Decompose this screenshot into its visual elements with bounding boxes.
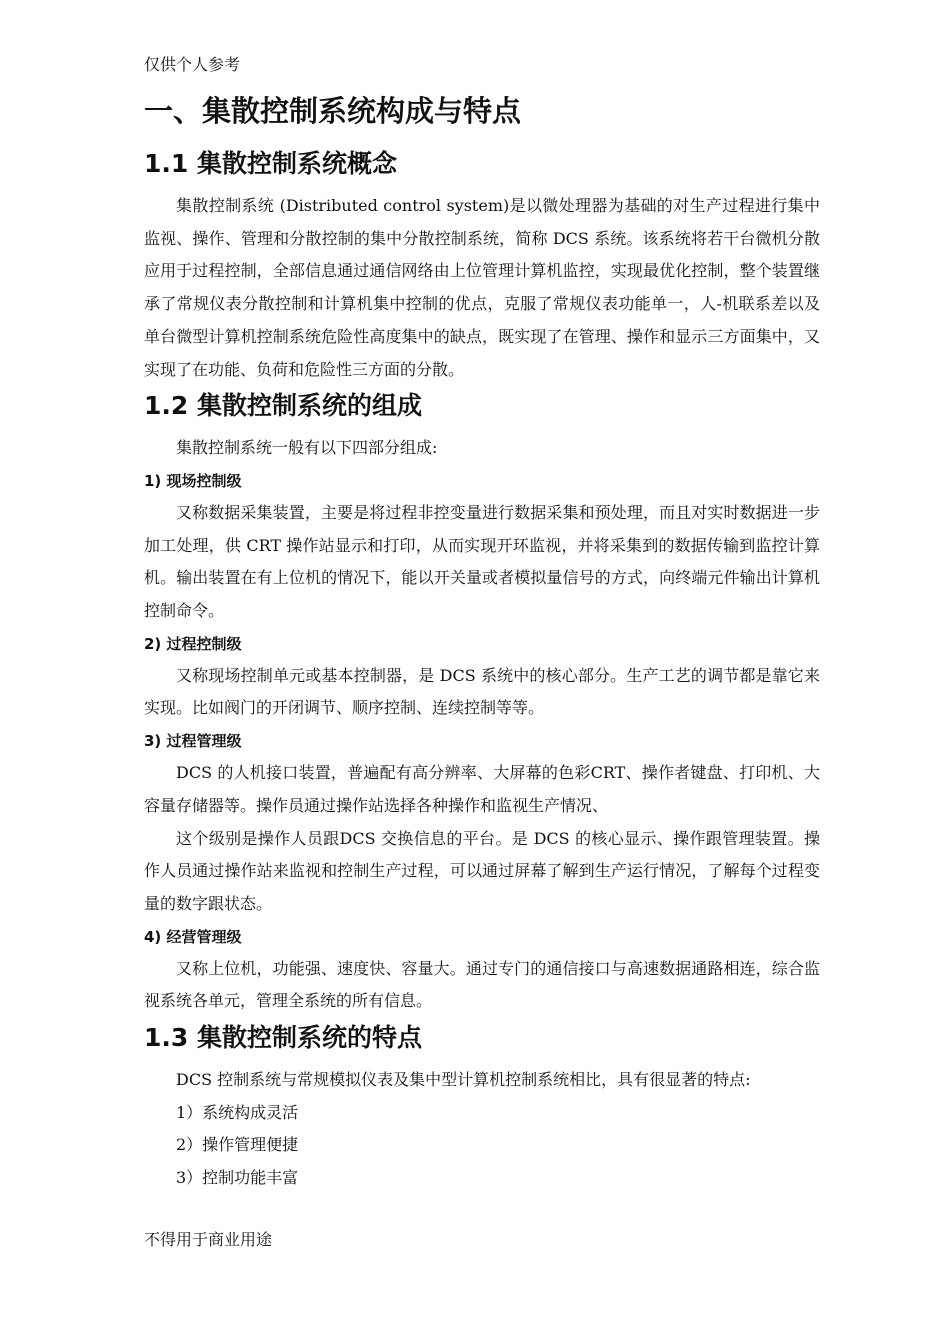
document-content xyxy=(144,92,820,1195)
level-3-label: 3) 过程管理级 xyxy=(144,732,242,751)
feature-item: 2）操作管理便捷 xyxy=(176,1135,299,1155)
level-4-text: 又称上位机，功能强、速度快、容量大。通过专门的通信接口与高速数据通路相连，综合监视系统各单元，管理全系统的所有信息。 xyxy=(144,958,820,1011)
feature-item: 1）系统构成灵活 xyxy=(176,1102,299,1122)
section-heading-1-2: 1.2 集散控制系统的组成 xyxy=(144,391,422,421)
document-title: 一、集散控制系统构成与特点 xyxy=(144,94,522,128)
section-heading-1-1: 1.1 集散控制系统概念 xyxy=(144,149,397,178)
header-note: 仅供个人参考 xyxy=(144,55,241,74)
level-2-text: 又称现场控制单元或基本控制器，是 DCS 系统中的核心部分。生产工艺的调节都是靠它来实现。比如阀门的开闭调节、顺序控制、连续控制等等。 xyxy=(144,665,820,718)
section-1-2-intro: 集散控制系统一般有以下四部分组成: xyxy=(176,438,438,458)
level-3-text-2: 这个级别是操作人员跟DCS 交换信息的平台。是 DCS 的核心显示、操作跟管理装置。操作人员通过操作站来监视和控制生产过程，可以通过屏幕了解到生产运行情况，了解每个过程变量的数字跟状态。 xyxy=(144,828,820,913)
section-1-3-intro: DCS 控制系统与常规模拟仪表及集中型计算机控制系统相比，具有很显著的特点: xyxy=(176,1070,751,1090)
level-3-text: DCS 的人机接口装置，普遍配有高分辨率、大屏幕的色彩CRT、操作者键盘、打印机、大容量存储器等。操作员通过操作站选择各种操作和监视生产情况、 xyxy=(144,763,820,815)
section-1-1-paragraph: 集散控制系统 (Distributed control system)是以微处理器为基础的对生产过程进行集中监视、操作、管理和分散控制的集中分散控制系统，简称 DCS 系统。该系统将若干台微机分散应用于过程控制，全部信息通过通信网络由上位管理计算机监控，实现最优化控制，整个装置继承了常规仪表分散控制和计算机集中控制的优点，克服了常规仪表功能单一，人-机联系差以及单台微型计算机控制系统危险性高度集中的缺点，既实现了在管理、操作和显示三方面集中，又实现了在功能、负荷和危险性三方面的分散。 xyxy=(144,196,820,379)
level-4-label: 4) 经营管理级 xyxy=(144,927,242,946)
section-heading-1-3: 1.3 集散控制系统的特点 xyxy=(144,1023,422,1053)
level-1-text: 又称数据采集装置，主要是将过程非控变量进行数据采集和预处理，而且对实时数据进一步加工处理，供 CRT 操作站显示和打印，从而实现开环监视，并将采集到的数据传输到监控计算机。输出装置在有上位机的情况下，能以开关量或者模拟量信号的方式，向终端元件输出计算机控制命令。 xyxy=(144,502,820,621)
level-1-label: 1) 现场控制级 xyxy=(144,471,242,490)
footer-note: 不得用于商业用途 xyxy=(144,1230,273,1249)
level-2-label: 2) 过程控制级 xyxy=(144,634,242,653)
feature-item: 3）控制功能丰富 xyxy=(176,1168,299,1188)
